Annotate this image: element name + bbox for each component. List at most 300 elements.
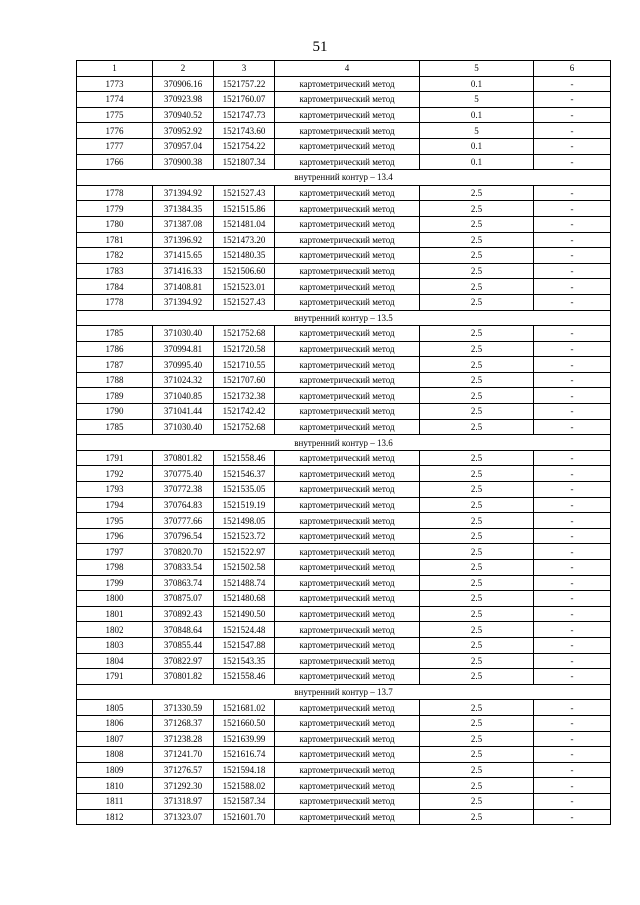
note-cell: - <box>534 747 611 763</box>
note-cell: - <box>534 762 611 778</box>
accuracy-cell: 2.5 <box>420 560 534 576</box>
table-row <box>77 715 611 731</box>
point-number-cell: 1802 <box>77 622 153 638</box>
x-coordinate-cell: 370848.64 <box>153 622 214 638</box>
note-cell: - <box>534 279 611 295</box>
y-coordinate-cell: 1521523.72 <box>214 528 275 544</box>
x-coordinate-cell: 370855.44 <box>153 637 214 653</box>
method-cell: картометрический метод <box>275 528 420 544</box>
accuracy-cell: 2.5 <box>420 357 534 373</box>
table-row <box>77 482 611 498</box>
table-row <box>77 92 611 108</box>
method-cell: картометрический метод <box>275 466 420 482</box>
accuracy-cell: 2.5 <box>420 778 534 794</box>
x-coordinate-cell: 370952.92 <box>153 123 214 139</box>
table-row <box>77 762 611 778</box>
method-cell: картометрический метод <box>275 232 420 248</box>
accuracy-cell: 2.5 <box>420 591 534 607</box>
y-coordinate-cell: 1521752.68 <box>214 419 275 435</box>
table-row <box>77 450 611 466</box>
point-number-cell: 1803 <box>77 637 153 653</box>
method-cell: картометрический метод <box>275 294 420 310</box>
accuracy-cell: 2.5 <box>420 575 534 591</box>
x-coordinate-cell: 371394.92 <box>153 294 214 310</box>
y-coordinate-cell: 1521754.22 <box>214 138 275 154</box>
note-cell: - <box>534 388 611 404</box>
y-coordinate-cell: 1521639.99 <box>214 731 275 747</box>
method-cell: картометрический метод <box>275 216 420 232</box>
method-cell: картометрический метод <box>275 388 420 404</box>
y-coordinate-cell: 1521558.46 <box>214 669 275 685</box>
point-number-cell: 1785 <box>77 326 153 342</box>
note-cell: - <box>534 341 611 357</box>
point-number-cell: 1809 <box>77 762 153 778</box>
y-coordinate-cell: 1521522.97 <box>214 544 275 560</box>
point-number-cell: 1791 <box>77 669 153 685</box>
accuracy-cell: 2.5 <box>420 450 534 466</box>
x-coordinate-cell: 370875.07 <box>153 591 214 607</box>
table-row <box>77 606 611 622</box>
table-row <box>77 793 611 809</box>
table-row <box>77 700 611 716</box>
note-cell: - <box>534 622 611 638</box>
x-coordinate-cell: 370822.97 <box>153 653 214 669</box>
section-title: внутренний контур – 13.7 <box>77 684 611 700</box>
page-number: 51 <box>312 39 328 55</box>
method-cell: картометрический метод <box>275 591 420 607</box>
table-row <box>77 513 611 529</box>
point-number-cell: 1807 <box>77 731 153 747</box>
accuracy-cell: 2.5 <box>420 466 534 482</box>
point-number-cell: 1790 <box>77 404 153 420</box>
method-cell: картометрический метод <box>275 138 420 154</box>
table-row <box>77 185 611 201</box>
note-cell: - <box>534 715 611 731</box>
accuracy-cell: 2.5 <box>420 513 534 529</box>
note-cell: - <box>534 528 611 544</box>
point-number-cell: 1804 <box>77 653 153 669</box>
point-number-cell: 1787 <box>77 357 153 373</box>
note-cell: - <box>534 591 611 607</box>
method-cell: картометрический метод <box>275 747 420 763</box>
table-row <box>77 357 611 373</box>
x-coordinate-cell: 371238.28 <box>153 731 214 747</box>
table-row <box>77 232 611 248</box>
x-coordinate-cell: 370940.52 <box>153 107 214 123</box>
note-cell: - <box>534 138 611 154</box>
table-row <box>77 388 611 404</box>
y-coordinate-cell: 1521546.37 <box>214 466 275 482</box>
accuracy-cell: 5 <box>420 123 534 139</box>
x-coordinate-cell: 371030.40 <box>153 326 214 342</box>
table-body <box>77 76 611 825</box>
table-row <box>77 669 611 685</box>
y-coordinate-cell: 1521481.04 <box>214 216 275 232</box>
section-row <box>77 310 611 326</box>
accuracy-cell: 2.5 <box>420 263 534 279</box>
point-number-cell: 1766 <box>77 154 153 170</box>
y-coordinate-cell: 1521519.19 <box>214 497 275 513</box>
note-cell: - <box>534 793 611 809</box>
point-number-cell: 1789 <box>77 388 153 404</box>
accuracy-cell: 2.5 <box>420 809 534 825</box>
y-coordinate-cell: 1521660.50 <box>214 715 275 731</box>
section-row <box>77 435 611 451</box>
x-coordinate-cell: 371030.40 <box>153 419 214 435</box>
section-title: внутренний контур – 13.5 <box>77 310 611 326</box>
table-row <box>77 341 611 357</box>
y-coordinate-cell: 1521757.22 <box>214 76 275 92</box>
y-coordinate-cell: 1521681.02 <box>214 700 275 716</box>
accuracy-cell: 2.5 <box>420 544 534 560</box>
table-row <box>77 809 611 825</box>
method-cell: картометрический метод <box>275 248 420 264</box>
method-cell: картометрический метод <box>275 637 420 653</box>
method-cell: картометрический метод <box>275 715 420 731</box>
note-cell: - <box>534 107 611 123</box>
accuracy-cell: 2.5 <box>420 279 534 295</box>
x-coordinate-cell: 370772.38 <box>153 482 214 498</box>
accuracy-cell: 0.1 <box>420 138 534 154</box>
note-cell: - <box>534 575 611 591</box>
note-cell: - <box>534 606 611 622</box>
method-cell: картометрический метод <box>275 154 420 170</box>
point-number-cell: 1779 <box>77 201 153 217</box>
point-number-cell: 1778 <box>77 185 153 201</box>
table-row <box>77 778 611 794</box>
method-cell: картометрический метод <box>275 76 420 92</box>
y-coordinate-cell: 1521490.50 <box>214 606 275 622</box>
table-row <box>77 294 611 310</box>
point-number-cell: 1798 <box>77 560 153 576</box>
accuracy-cell: 0.1 <box>420 107 534 123</box>
note-cell: - <box>534 419 611 435</box>
note-cell: - <box>534 809 611 825</box>
point-number-cell: 1805 <box>77 700 153 716</box>
point-number-cell: 1782 <box>77 248 153 264</box>
table-row <box>77 575 611 591</box>
note-cell: - <box>534 326 611 342</box>
table-row <box>77 107 611 123</box>
y-coordinate-cell: 1521506.60 <box>214 263 275 279</box>
accuracy-cell: 2.5 <box>420 528 534 544</box>
x-coordinate-cell: 371330.59 <box>153 700 214 716</box>
x-coordinate-cell: 371241.70 <box>153 747 214 763</box>
accuracy-cell: 2.5 <box>420 326 534 342</box>
x-coordinate-cell: 371041.44 <box>153 404 214 420</box>
point-number-cell: 1783 <box>77 263 153 279</box>
method-cell: картометрический метод <box>275 653 420 669</box>
table-row <box>77 747 611 763</box>
accuracy-cell: 2.5 <box>420 388 534 404</box>
y-coordinate-cell: 1521742.42 <box>214 404 275 420</box>
table-row <box>77 560 611 576</box>
note-cell: - <box>534 92 611 108</box>
point-number-cell: 1810 <box>77 778 153 794</box>
point-number-cell: 1778 <box>77 294 153 310</box>
x-coordinate-cell: 371384.35 <box>153 201 214 217</box>
y-coordinate-cell: 1521747.73 <box>214 107 275 123</box>
y-coordinate-cell: 1521752.68 <box>214 326 275 342</box>
table-row <box>77 248 611 264</box>
table-row <box>77 731 611 747</box>
column-header-1: 1 <box>77 61 153 77</box>
y-coordinate-cell: 1521480.68 <box>214 591 275 607</box>
note-cell: - <box>534 497 611 513</box>
method-cell: картометрический метод <box>275 201 420 217</box>
point-number-cell: 1800 <box>77 591 153 607</box>
x-coordinate-cell: 370957.04 <box>153 138 214 154</box>
method-cell: картометрический метод <box>275 450 420 466</box>
method-cell: картометрический метод <box>275 482 420 498</box>
point-number-cell: 1797 <box>77 544 153 560</box>
table-row <box>77 637 611 653</box>
note-cell: - <box>534 154 611 170</box>
accuracy-cell: 5 <box>420 92 534 108</box>
note-cell: - <box>534 653 611 669</box>
x-coordinate-cell: 371394.92 <box>153 185 214 201</box>
table-row <box>77 76 611 92</box>
x-coordinate-cell: 370796.54 <box>153 528 214 544</box>
note-cell: - <box>534 544 611 560</box>
method-cell: картометрический метод <box>275 123 420 139</box>
accuracy-cell: 2.5 <box>420 232 534 248</box>
point-number-cell: 1781 <box>77 232 153 248</box>
point-number-cell: 1788 <box>77 372 153 388</box>
x-coordinate-cell: 371040.85 <box>153 388 214 404</box>
x-coordinate-cell: 370923.98 <box>153 92 214 108</box>
y-coordinate-cell: 1521527.43 <box>214 185 275 201</box>
y-coordinate-cell: 1521558.46 <box>214 450 275 466</box>
point-number-cell: 1784 <box>77 279 153 295</box>
note-cell: - <box>534 294 611 310</box>
x-coordinate-cell: 370863.74 <box>153 575 214 591</box>
y-coordinate-cell: 1521601.70 <box>214 809 275 825</box>
table-row <box>77 622 611 638</box>
table-row <box>77 201 611 217</box>
method-cell: картометрический метод <box>275 419 420 435</box>
method-cell: картометрический метод <box>275 762 420 778</box>
x-coordinate-cell: 371416.33 <box>153 263 214 279</box>
method-cell: картометрический метод <box>275 731 420 747</box>
y-coordinate-cell: 1521760.07 <box>214 92 275 108</box>
method-cell: картометрический метод <box>275 809 420 825</box>
note-cell: - <box>534 450 611 466</box>
x-coordinate-cell: 370995.40 <box>153 357 214 373</box>
point-number-cell: 1792 <box>77 466 153 482</box>
accuracy-cell: 2.5 <box>420 715 534 731</box>
section-title: внутренний контур – 13.6 <box>77 435 611 451</box>
point-number-cell: 1795 <box>77 513 153 529</box>
method-cell: картометрический метод <box>275 544 420 560</box>
accuracy-cell: 2.5 <box>420 731 534 747</box>
note-cell: - <box>534 637 611 653</box>
method-cell: картометрический метод <box>275 575 420 591</box>
point-number-cell: 1791 <box>77 450 153 466</box>
accuracy-cell: 2.5 <box>420 637 534 653</box>
table-row <box>77 279 611 295</box>
x-coordinate-cell: 371024.32 <box>153 372 214 388</box>
table-row <box>77 544 611 560</box>
x-coordinate-cell: 371387.08 <box>153 216 214 232</box>
x-coordinate-cell: 371292.30 <box>153 778 214 794</box>
note-cell: - <box>534 513 611 529</box>
y-coordinate-cell: 1521488.74 <box>214 575 275 591</box>
method-cell: картометрический метод <box>275 357 420 373</box>
y-coordinate-cell: 1521616.74 <box>214 747 275 763</box>
note-cell: - <box>534 185 611 201</box>
accuracy-cell: 2.5 <box>420 216 534 232</box>
method-cell: картометрический метод <box>275 341 420 357</box>
note-cell: - <box>534 731 611 747</box>
x-coordinate-cell: 371276.57 <box>153 762 214 778</box>
method-cell: картометрический метод <box>275 372 420 388</box>
method-cell: картометрический метод <box>275 404 420 420</box>
method-cell: картометрический метод <box>275 606 420 622</box>
method-cell: картометрический метод <box>275 793 420 809</box>
x-coordinate-cell: 370994.81 <box>153 341 214 357</box>
table-row <box>77 154 611 170</box>
note-cell: - <box>534 123 611 139</box>
note-cell: - <box>534 216 611 232</box>
accuracy-cell: 2.5 <box>420 404 534 420</box>
accuracy-cell: 2.5 <box>420 606 534 622</box>
accuracy-cell: 2.5 <box>420 700 534 716</box>
point-number-cell: 1806 <box>77 715 153 731</box>
note-cell: - <box>534 232 611 248</box>
y-coordinate-cell: 1521480.35 <box>214 248 275 264</box>
note-cell: - <box>534 466 611 482</box>
point-number-cell: 1775 <box>77 107 153 123</box>
method-cell: картометрический метод <box>275 497 420 513</box>
method-cell: картометрический метод <box>275 92 420 108</box>
x-coordinate-cell: 371415.65 <box>153 248 214 264</box>
method-cell: картометрический метод <box>275 185 420 201</box>
point-number-cell: 1773 <box>77 76 153 92</box>
method-cell: картометрический метод <box>275 326 420 342</box>
column-header-5: 5 <box>420 61 534 77</box>
y-coordinate-cell: 1521527.43 <box>214 294 275 310</box>
method-cell: картометрический метод <box>275 622 420 638</box>
accuracy-cell: 2.5 <box>420 341 534 357</box>
accuracy-cell: 2.5 <box>420 762 534 778</box>
section-title: внутренний контур – 13.4 <box>77 170 611 186</box>
note-cell: - <box>534 357 611 373</box>
note-cell: - <box>534 201 611 217</box>
table-row <box>77 326 611 342</box>
table-row <box>77 591 611 607</box>
point-number-cell: 1776 <box>77 123 153 139</box>
method-cell: картометрический метод <box>275 107 420 123</box>
method-cell: картометрический метод <box>275 700 420 716</box>
y-coordinate-cell: 1521535.05 <box>214 482 275 498</box>
table-row <box>77 419 611 435</box>
accuracy-cell: 2.5 <box>420 497 534 513</box>
method-cell: картометрический метод <box>275 263 420 279</box>
x-coordinate-cell: 371396.92 <box>153 232 214 248</box>
method-cell: картометрический метод <box>275 279 420 295</box>
y-coordinate-cell: 1521502.58 <box>214 560 275 576</box>
accuracy-cell: 2.5 <box>420 653 534 669</box>
accuracy-cell: 0.1 <box>420 76 534 92</box>
point-number-cell: 1793 <box>77 482 153 498</box>
column-header-2: 2 <box>153 61 214 77</box>
x-coordinate-cell: 370906.16 <box>153 76 214 92</box>
method-cell: картометрический метод <box>275 669 420 685</box>
coordinates-table <box>76 60 611 825</box>
y-coordinate-cell: 1521547.88 <box>214 637 275 653</box>
y-coordinate-cell: 1521594.18 <box>214 762 275 778</box>
point-number-cell: 1799 <box>77 575 153 591</box>
column-header-4: 4 <box>275 61 420 77</box>
point-number-cell: 1794 <box>77 497 153 513</box>
table-row <box>77 216 611 232</box>
x-coordinate-cell: 370777.66 <box>153 513 214 529</box>
y-coordinate-cell: 1521523.01 <box>214 279 275 295</box>
x-coordinate-cell: 371268.37 <box>153 715 214 731</box>
method-cell: картометрический метод <box>275 778 420 794</box>
y-coordinate-cell: 1521473.20 <box>214 232 275 248</box>
table-row <box>77 497 611 513</box>
point-number-cell: 1774 <box>77 92 153 108</box>
note-cell: - <box>534 778 611 794</box>
accuracy-cell: 2.5 <box>420 622 534 638</box>
note-cell: - <box>534 404 611 420</box>
y-coordinate-cell: 1521498.05 <box>214 513 275 529</box>
note-cell: - <box>534 263 611 279</box>
y-coordinate-cell: 1521732.38 <box>214 388 275 404</box>
column-header-6: 6 <box>534 61 611 77</box>
x-coordinate-cell: 370801.82 <box>153 450 214 466</box>
note-cell: - <box>534 372 611 388</box>
table-row <box>77 372 611 388</box>
table-row <box>77 653 611 669</box>
y-coordinate-cell: 1521524.48 <box>214 622 275 638</box>
accuracy-cell: 2.5 <box>420 747 534 763</box>
table-row <box>77 263 611 279</box>
table-row <box>77 528 611 544</box>
x-coordinate-cell: 370892.43 <box>153 606 214 622</box>
method-cell: картометрический метод <box>275 513 420 529</box>
point-number-cell: 1777 <box>77 138 153 154</box>
x-coordinate-cell: 371318.97 <box>153 793 214 809</box>
note-cell: - <box>534 482 611 498</box>
y-coordinate-cell: 1521587.34 <box>214 793 275 809</box>
accuracy-cell: 2.5 <box>420 482 534 498</box>
y-coordinate-cell: 1521707.60 <box>214 372 275 388</box>
x-coordinate-cell: 370775.40 <box>153 466 214 482</box>
table-row <box>77 138 611 154</box>
point-number-cell: 1801 <box>77 606 153 622</box>
x-coordinate-cell: 371408.81 <box>153 279 214 295</box>
x-coordinate-cell: 370900.38 <box>153 154 214 170</box>
note-cell: - <box>534 248 611 264</box>
section-row <box>77 170 611 186</box>
y-coordinate-cell: 1521710.55 <box>214 357 275 373</box>
point-number-cell: 1811 <box>77 793 153 809</box>
accuracy-cell: 2.5 <box>420 294 534 310</box>
x-coordinate-cell: 370801.82 <box>153 669 214 685</box>
note-cell: - <box>534 76 611 92</box>
accuracy-cell: 2.5 <box>420 248 534 264</box>
accuracy-cell: 2.5 <box>420 793 534 809</box>
point-number-cell: 1786 <box>77 341 153 357</box>
x-coordinate-cell: 371323.07 <box>153 809 214 825</box>
accuracy-cell: 2.5 <box>420 669 534 685</box>
point-number-cell: 1785 <box>77 419 153 435</box>
table-row <box>77 466 611 482</box>
column-header-3: 3 <box>214 61 275 77</box>
